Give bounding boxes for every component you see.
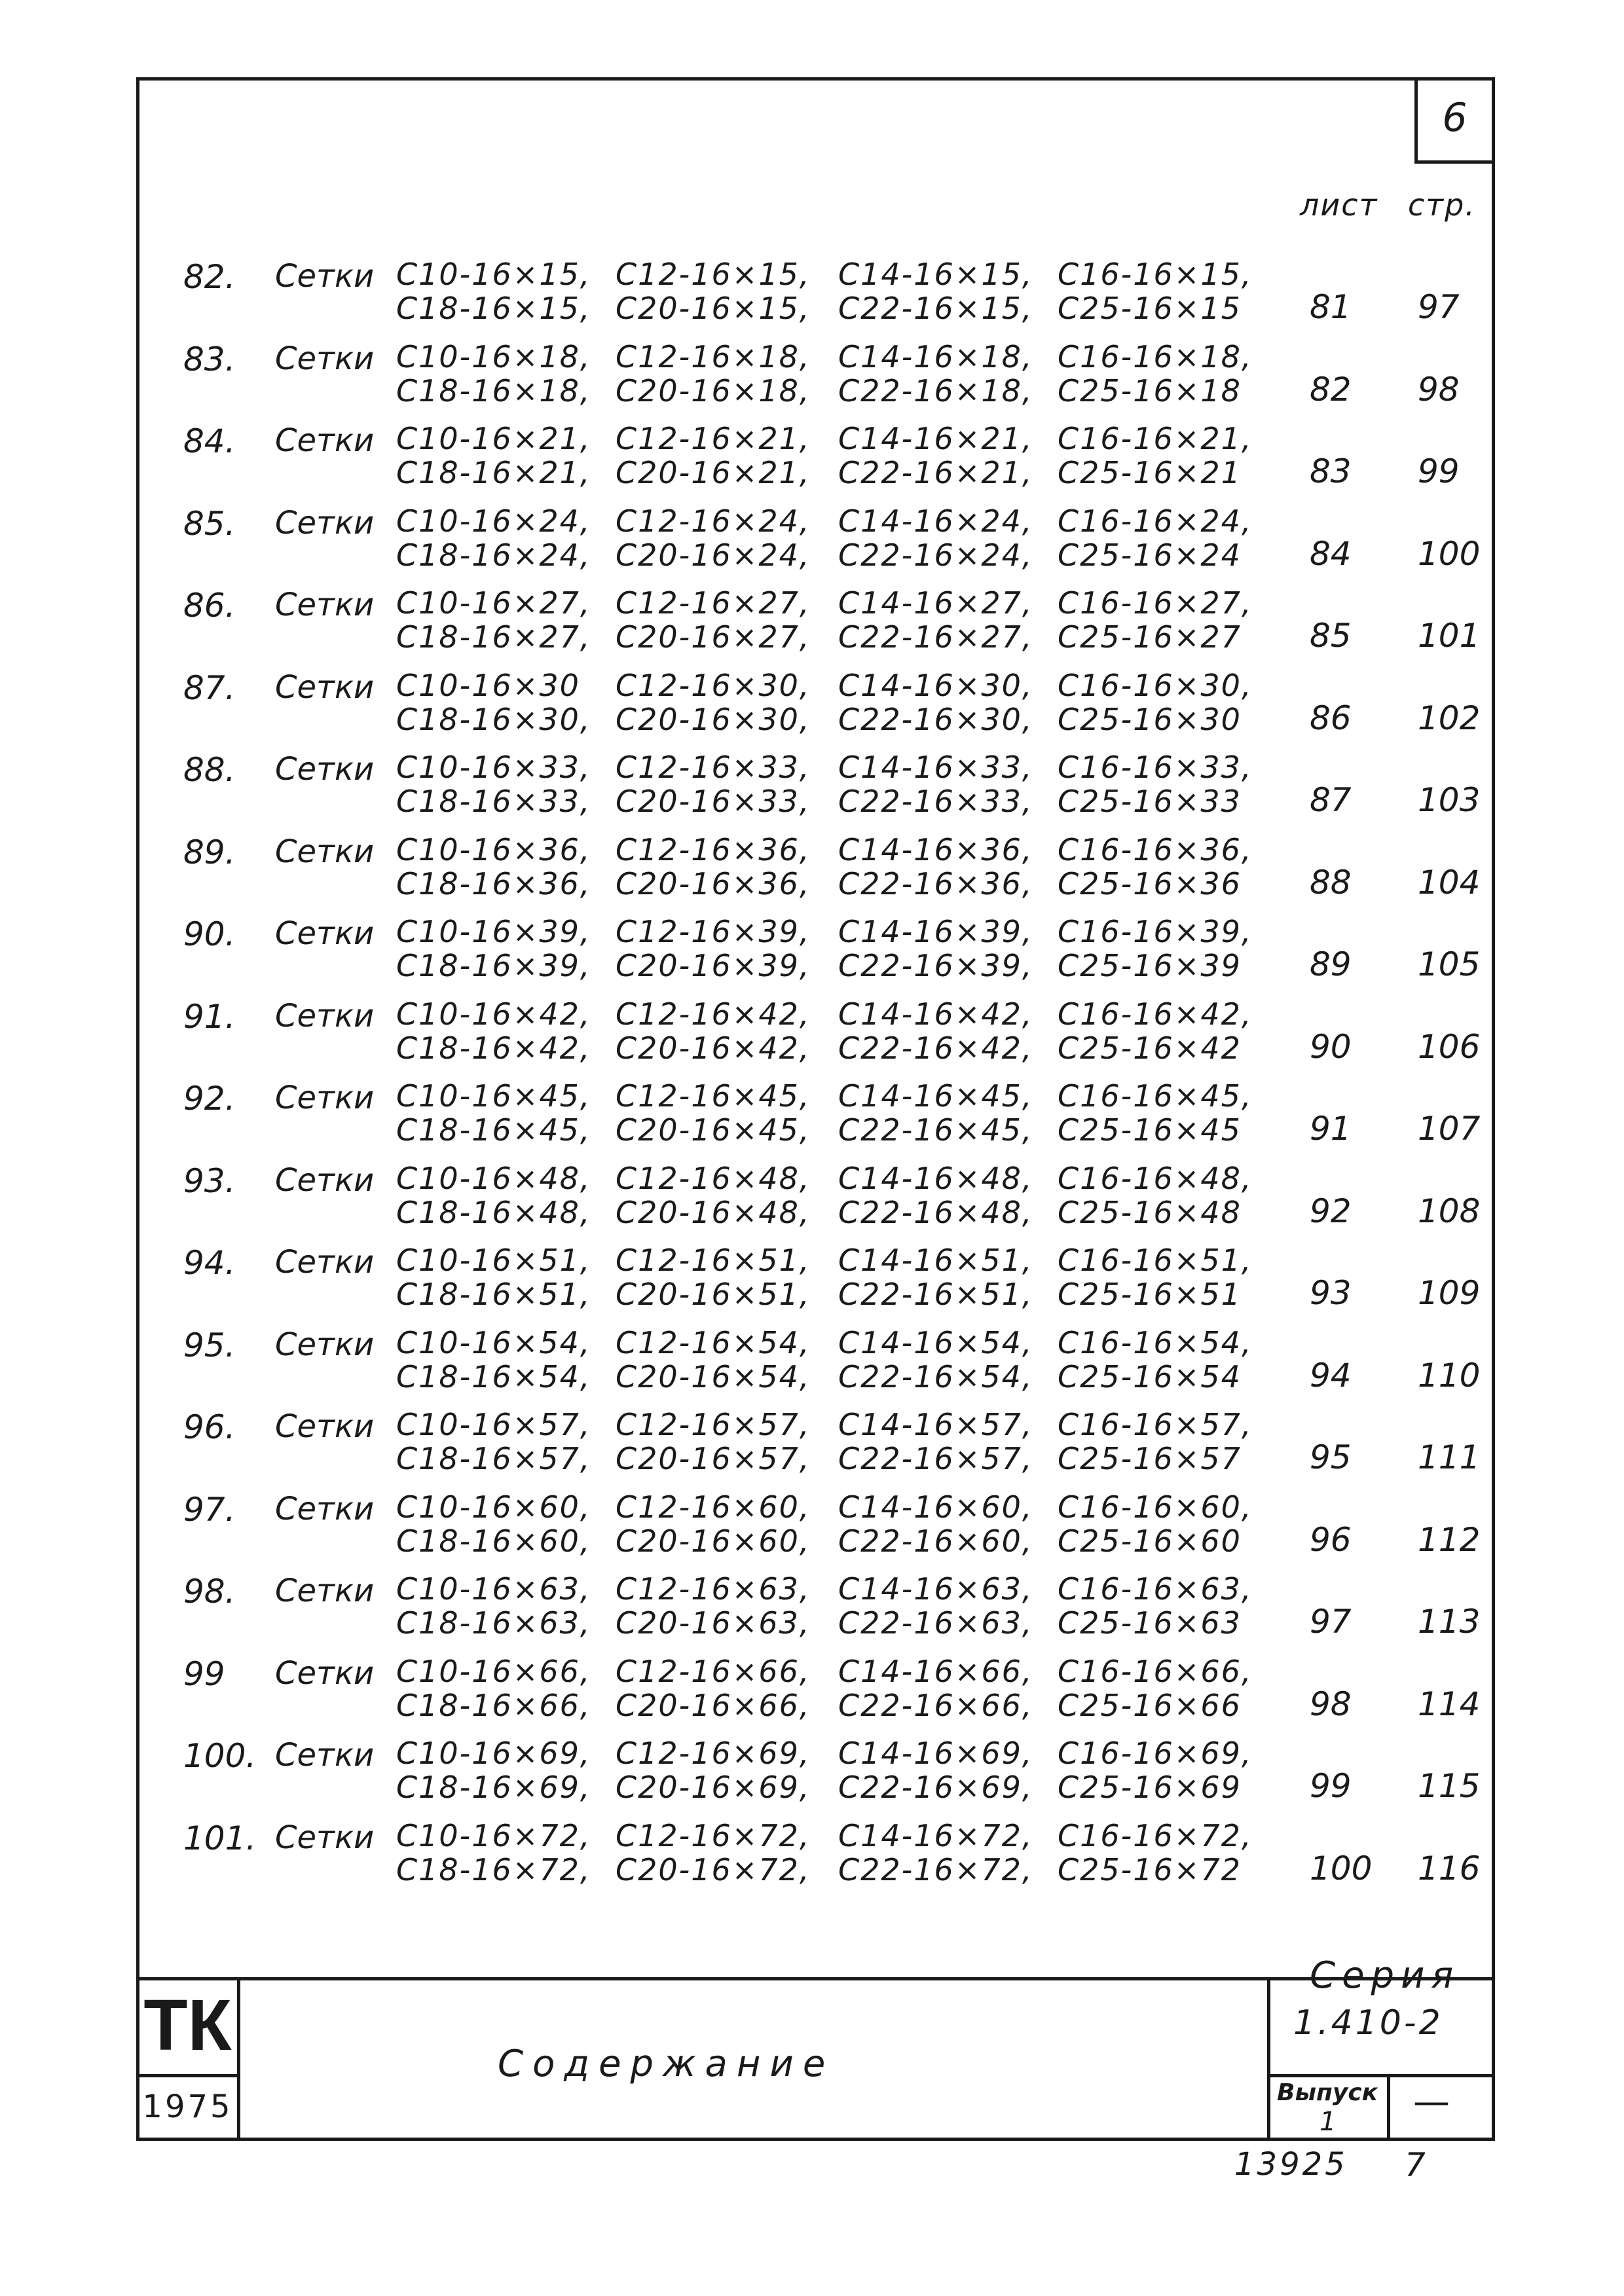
- issue-dash: —: [1413, 2081, 1450, 2123]
- mesh-code: С20-16×57,: [616, 1441, 811, 1476]
- titleblock-logo-divider: [136, 2074, 238, 2077]
- mesh-code: С12-16×69,: [616, 1736, 811, 1771]
- item-number: 87.: [183, 668, 236, 707]
- mesh-code: С16-16×21,: [1058, 421, 1253, 456]
- contents-row: [164, 339, 1480, 422]
- mesh-code: С12-16×66,: [616, 1653, 811, 1689]
- mesh-code: С20-16×33,: [616, 784, 811, 819]
- item-number: 92.: [183, 1080, 236, 1118]
- mesh-code: С22-16×66,: [838, 1687, 1033, 1723]
- mesh-code: С14-16×15,: [838, 257, 1033, 292]
- mesh-code: С20-16×36,: [616, 866, 811, 902]
- mesh-code: С18-16×18,: [396, 373, 591, 409]
- mesh-code: С18-16×48,: [396, 1194, 591, 1230]
- contents-row: [164, 1571, 1480, 1654]
- page-number: 106: [1418, 1027, 1481, 1066]
- mesh-code: С22-16×36,: [838, 866, 1033, 902]
- contents-row: [164, 1161, 1480, 1243]
- mesh-code: С12-16×15,: [616, 257, 811, 292]
- item-number: 98.: [183, 1573, 236, 1611]
- item-word: Сетки: [275, 504, 375, 541]
- mesh-code: С14-16×66,: [838, 1653, 1033, 1689]
- mesh-code: С20-16×48,: [616, 1194, 811, 1230]
- contents-row: [164, 1736, 1480, 1818]
- mesh-code: С18-16×27,: [396, 619, 591, 655]
- item-number: 94.: [183, 1244, 236, 1282]
- mesh-code: С20-16×63,: [616, 1605, 811, 1641]
- mesh-code: С25-16×51: [1058, 1277, 1242, 1312]
- corner-sheet-box: [1414, 77, 1495, 164]
- mesh-code: С25-16×18: [1058, 373, 1242, 409]
- mesh-code: С14-16×45,: [838, 1078, 1033, 1114]
- titleblock-divider-right: [1267, 1977, 1270, 2141]
- mesh-code: С16-16×57,: [1058, 1407, 1253, 1442]
- mesh-code: С18-16×57,: [396, 1441, 591, 1476]
- mesh-code: С14-16×48,: [838, 1160, 1033, 1196]
- mesh-code: С12-16×72,: [616, 1817, 811, 1853]
- mesh-code: С25-16×33: [1058, 784, 1242, 819]
- mesh-code: С14-16×69,: [838, 1736, 1033, 1771]
- mesh-code: С22-16×72,: [838, 1851, 1033, 1887]
- issue-label: Выпуск: [1277, 2079, 1378, 2106]
- item-number: 82.: [183, 258, 236, 296]
- mesh-code: С22-16×48,: [838, 1194, 1033, 1230]
- sheet-number: 98: [1310, 1685, 1352, 1723]
- item-word: Сетки: [275, 1080, 375, 1116]
- mesh-code: С10-16×42,: [396, 996, 591, 1032]
- contents-row: [164, 1654, 1480, 1736]
- mesh-code: С16-16×33,: [1058, 750, 1253, 785]
- mesh-code: С10-16×48,: [396, 1160, 591, 1196]
- mesh-code: С16-16×54,: [1058, 1324, 1253, 1360]
- titleblock-divider-left: [237, 1977, 240, 2141]
- year-label: 1975: [142, 2088, 233, 2125]
- page-number: 100: [1418, 534, 1481, 573]
- mesh-code: С22-16×69,: [838, 1770, 1033, 1805]
- item-word: Сетки: [275, 1408, 375, 1445]
- mesh-code: С18-16×72,: [396, 1851, 591, 1887]
- mesh-code: С20-16×54,: [616, 1358, 811, 1394]
- sheet-number: 97: [1310, 1603, 1352, 1641]
- series-code: 1.410-2: [1293, 2003, 1443, 2043]
- contents-row: [164, 1407, 1480, 1489]
- contents-row: [164, 1818, 1480, 1901]
- mesh-code: С12-16×48,: [616, 1160, 811, 1196]
- mesh-code: С25-16×30: [1058, 701, 1242, 737]
- mesh-code: С10-16×18,: [396, 338, 591, 374]
- page-number: 108: [1418, 1192, 1481, 1230]
- item-word: Сетки: [275, 587, 375, 623]
- item-word: Сетки: [275, 1819, 375, 1856]
- mesh-code: С16-16×36,: [1058, 831, 1253, 867]
- item-word: Сетки: [275, 751, 375, 788]
- mesh-code: С10-16×21,: [396, 421, 591, 456]
- item-number: 95.: [183, 1326, 236, 1364]
- page-number: 116: [1418, 1849, 1481, 1887]
- item-word: Сетки: [275, 1326, 375, 1363]
- mesh-code: С22-16×30,: [838, 701, 1033, 737]
- header-page: стр.: [1408, 187, 1476, 223]
- item-number: 83.: [183, 340, 236, 378]
- mesh-code: С25-16×54: [1058, 1358, 1242, 1394]
- item-word: Сетки: [275, 422, 375, 459]
- contents-row: [164, 914, 1480, 996]
- mesh-code: С25-16×42: [1058, 1030, 1242, 1066]
- mesh-code: С18-16×69,: [396, 1770, 591, 1805]
- sheet-number: 95: [1310, 1438, 1352, 1476]
- mesh-code: С20-16×42,: [616, 1030, 811, 1066]
- sheet-number: 83: [1310, 452, 1352, 490]
- mesh-code: С20-16×27,: [616, 619, 811, 655]
- mesh-code: С25-16×57: [1058, 1441, 1242, 1476]
- contents-row: [164, 1243, 1480, 1325]
- mesh-code: С25-16×72: [1058, 1851, 1242, 1887]
- mesh-code: С12-16×33,: [616, 750, 811, 785]
- contents-row: [164, 585, 1480, 668]
- mesh-code: С25-16×24: [1058, 537, 1242, 573]
- mesh-code: С22-16×21,: [838, 455, 1033, 490]
- mesh-code: С22-16×54,: [838, 1358, 1033, 1394]
- sheet-number: 82: [1310, 370, 1352, 409]
- item-number: 93.: [183, 1161, 236, 1200]
- sheet-number: 81: [1310, 288, 1352, 326]
- sheet-number: 87: [1310, 781, 1352, 819]
- mesh-code: С22-16×27,: [838, 619, 1033, 655]
- mesh-code: С25-16×60: [1058, 1523, 1242, 1559]
- mesh-code: С14-16×63,: [838, 1571, 1033, 1607]
- mesh-code: С14-16×33,: [838, 750, 1033, 785]
- mesh-code: С18-16×33,: [396, 784, 591, 819]
- mesh-code: С12-16×39,: [616, 914, 811, 949]
- item-number: 96.: [183, 1408, 236, 1446]
- mesh-code: С18-16×24,: [396, 537, 591, 573]
- item-number: 88.: [183, 751, 236, 789]
- mesh-code: С20-16×18,: [616, 373, 811, 409]
- mesh-code: С10-16×36,: [396, 831, 591, 867]
- mesh-code: С22-16×33,: [838, 784, 1033, 819]
- page-number: 102: [1418, 699, 1481, 737]
- page-number: 98: [1418, 370, 1460, 409]
- item-number: 86.: [183, 587, 236, 625]
- page-number: 110: [1418, 1356, 1481, 1394]
- mesh-code: С12-16×60,: [616, 1489, 811, 1525]
- sheet-number: 89: [1310, 945, 1352, 983]
- mesh-code: С22-16×45,: [838, 1112, 1033, 1148]
- mesh-code: С10-16×60,: [396, 1489, 591, 1525]
- mesh-code: С18-16×21,: [396, 455, 591, 490]
- contents-row: [164, 750, 1480, 832]
- mesh-code: С16-16×66,: [1058, 1653, 1253, 1689]
- mesh-code: С22-16×60,: [838, 1523, 1033, 1559]
- mesh-code: С16-16×27,: [1058, 585, 1253, 621]
- mesh-code: С14-16×36,: [838, 831, 1033, 867]
- item-word: Сетки: [275, 340, 375, 377]
- mesh-code: С16-16×69,: [1058, 1736, 1253, 1771]
- sheet-number: 94: [1310, 1356, 1352, 1394]
- sheet-number: 86: [1310, 699, 1352, 737]
- mesh-code: С20-16×15,: [616, 291, 811, 326]
- mesh-code: С14-16×30,: [838, 667, 1033, 703]
- item-word: Сетки: [275, 668, 375, 706]
- item-word: Сетки: [275, 1161, 375, 1199]
- mesh-code: С12-16×18,: [616, 338, 811, 374]
- mesh-code: С12-16×36,: [616, 831, 811, 867]
- item-number: 97.: [183, 1490, 236, 1529]
- mesh-code: С22-16×39,: [838, 948, 1033, 983]
- mesh-code: С10-16×69,: [396, 1736, 591, 1771]
- corner-sheet-number: 6: [1442, 95, 1467, 141]
- mesh-code: С16-16×63,: [1058, 1571, 1253, 1607]
- tk-logo: ТК: [143, 1985, 232, 2066]
- mesh-code: С20-16×39,: [616, 948, 811, 983]
- mesh-code: С16-16×24,: [1058, 503, 1253, 539]
- page-number: 114: [1418, 1685, 1481, 1723]
- page-number: 104: [1418, 863, 1481, 902]
- mesh-code: С25-16×63: [1058, 1605, 1242, 1641]
- contents-row: [164, 996, 1480, 1079]
- mesh-code: С14-16×57,: [838, 1407, 1033, 1442]
- mesh-code: С10-16×51,: [396, 1243, 591, 1278]
- mesh-code: С16-16×39,: [1058, 914, 1253, 949]
- mesh-code: С25-16×21: [1058, 455, 1242, 490]
- mesh-code: С22-16×24,: [838, 537, 1033, 573]
- page-number: 111: [1418, 1438, 1481, 1476]
- sheet-number: 84: [1310, 534, 1352, 573]
- contents-row: [164, 668, 1480, 750]
- item-word: Сетки: [275, 1654, 375, 1692]
- mesh-code: С20-16×60,: [616, 1523, 811, 1559]
- mesh-code: С18-16×60,: [396, 1523, 591, 1559]
- footer-page: 7: [1405, 2146, 1426, 2184]
- sheet-number: 93: [1310, 1274, 1352, 1312]
- sheet-number: 90: [1310, 1027, 1352, 1066]
- mesh-code: С25-16×27: [1058, 619, 1242, 655]
- item-word: Сетки: [275, 1490, 375, 1527]
- sheet-number: 88: [1310, 863, 1352, 902]
- mesh-code: С18-16×45,: [396, 1112, 591, 1148]
- mesh-code: С20-16×30,: [616, 701, 811, 737]
- mesh-code: С14-16×21,: [838, 421, 1033, 456]
- item-number: 91.: [183, 997, 236, 1036]
- mesh-code: С12-16×21,: [616, 421, 811, 456]
- mesh-code: С16-16×18,: [1058, 338, 1253, 374]
- mesh-code: С25-16×39: [1058, 948, 1242, 983]
- page-number: 101: [1418, 617, 1481, 655]
- mesh-code: С20-16×69,: [616, 1770, 811, 1805]
- mesh-code: С16-16×15,: [1058, 257, 1253, 292]
- mesh-code: С25-16×45: [1058, 1112, 1242, 1148]
- mesh-code: С16-16×42,: [1058, 996, 1253, 1032]
- contents-row: [164, 1489, 1480, 1572]
- mesh-code: С18-16×30,: [396, 701, 591, 737]
- mesh-code: С14-16×72,: [838, 1817, 1033, 1853]
- sheet-number: 92: [1310, 1192, 1352, 1230]
- titleblock-issue-line: [1267, 2074, 1495, 2077]
- item-word: Сетки: [275, 258, 375, 295]
- mesh-code: С20-16×51,: [616, 1277, 811, 1312]
- mesh-code: С10-16×15,: [396, 257, 591, 292]
- mesh-code: С14-16×51,: [838, 1243, 1033, 1278]
- mesh-code: С20-16×24,: [616, 537, 811, 573]
- mesh-code: С22-16×57,: [838, 1441, 1033, 1476]
- mesh-code: С16-16×45,: [1058, 1078, 1253, 1114]
- mesh-code: С14-16×24,: [838, 503, 1033, 539]
- mesh-code: С10-16×39,: [396, 914, 591, 949]
- mesh-code: С18-16×42,: [396, 1030, 591, 1066]
- mesh-code: С12-16×54,: [616, 1324, 811, 1360]
- mesh-code: С10-16×54,: [396, 1324, 591, 1360]
- series-label: Серия: [1310, 1954, 1460, 1997]
- mesh-code: С20-16×45,: [616, 1112, 811, 1148]
- mesh-code: С18-16×39,: [396, 948, 591, 983]
- item-word: Сетки: [275, 1244, 375, 1281]
- mesh-code: С10-16×63,: [396, 1571, 591, 1607]
- mesh-code: С16-16×30,: [1058, 667, 1253, 703]
- mesh-code: С14-16×54,: [838, 1324, 1033, 1360]
- mesh-code: С25-16×69: [1058, 1770, 1242, 1805]
- contents-row: [164, 1078, 1480, 1161]
- mesh-code: С10-16×30: [396, 667, 580, 703]
- sheet-number: 91: [1310, 1110, 1352, 1148]
- mesh-code: С16-16×72,: [1058, 1817, 1253, 1853]
- mesh-code: С14-16×18,: [838, 338, 1033, 374]
- page-number: 99: [1418, 452, 1460, 490]
- item-word: Сетки: [275, 1737, 375, 1774]
- mesh-code: С10-16×57,: [396, 1407, 591, 1442]
- item-number: 100.: [183, 1737, 257, 1775]
- mesh-code: С18-16×66,: [396, 1687, 591, 1723]
- page-number: 107: [1418, 1110, 1481, 1148]
- page-number: 103: [1418, 781, 1481, 819]
- mesh-code: С12-16×51,: [616, 1243, 811, 1278]
- mesh-code: С10-16×72,: [396, 1817, 591, 1853]
- mesh-code: С12-16×63,: [616, 1571, 811, 1607]
- page-number: 97: [1418, 288, 1460, 326]
- page-number: 105: [1418, 945, 1481, 983]
- sheet-number: 100: [1310, 1849, 1373, 1887]
- mesh-code: С16-16×51,: [1058, 1243, 1253, 1278]
- mesh-code: С22-16×63,: [838, 1605, 1033, 1641]
- mesh-code: С12-16×57,: [616, 1407, 811, 1442]
- mesh-code: С20-16×66,: [616, 1687, 811, 1723]
- mesh-code: С18-16×63,: [396, 1605, 591, 1641]
- mesh-code: С16-16×48,: [1058, 1160, 1253, 1196]
- item-number: 90.: [183, 915, 236, 953]
- mesh-code: С14-16×27,: [838, 585, 1033, 621]
- mesh-code: С25-16×48: [1058, 1194, 1242, 1230]
- mesh-code: С18-16×51,: [396, 1277, 591, 1312]
- page-number: 112: [1418, 1520, 1481, 1559]
- mesh-code: С10-16×24,: [396, 503, 591, 539]
- page-number: 115: [1418, 1767, 1481, 1805]
- mesh-code: С25-16×15: [1058, 291, 1242, 326]
- item-word: Сетки: [275, 997, 375, 1034]
- titleblock-top-line: [136, 1977, 1495, 1980]
- sheet-number: 85: [1310, 617, 1352, 655]
- mesh-code: С22-16×51,: [838, 1277, 1033, 1312]
- contents-row: [164, 503, 1480, 586]
- mesh-code: С18-16×36,: [396, 866, 591, 902]
- issue-number: 1: [1320, 2107, 1337, 2137]
- mesh-code: С18-16×15,: [396, 291, 591, 326]
- contents-row: [164, 257, 1480, 339]
- page-number: 113: [1418, 1603, 1481, 1641]
- titleblock-issue-divider: [1387, 2074, 1390, 2141]
- mesh-code: С25-16×36: [1058, 866, 1242, 902]
- item-word: Сетки: [275, 1573, 375, 1609]
- document-title: Содержание: [498, 2043, 835, 2085]
- mesh-code: С10-16×27,: [396, 585, 591, 621]
- mesh-code: С20-16×21,: [616, 455, 811, 490]
- mesh-code: С16-16×60,: [1058, 1489, 1253, 1525]
- mesh-code: С12-16×24,: [616, 503, 811, 539]
- footer-code: 13925: [1234, 2146, 1348, 2183]
- mesh-code: С14-16×39,: [838, 914, 1033, 949]
- item-number: 84.: [183, 422, 236, 460]
- mesh-code: С10-16×33,: [396, 750, 591, 785]
- page-number: 109: [1418, 1274, 1481, 1312]
- item-number: 89.: [183, 833, 236, 871]
- mesh-code: С12-16×45,: [616, 1078, 811, 1114]
- sheet-number: 99: [1310, 1767, 1352, 1805]
- item-word: Сетки: [275, 833, 375, 870]
- item-number: 101.: [183, 1819, 257, 1857]
- contents-row: [164, 421, 1480, 503]
- mesh-code: С22-16×15,: [838, 291, 1033, 326]
- contents-row: [164, 1325, 1480, 1408]
- mesh-code: С20-16×72,: [616, 1851, 811, 1887]
- mesh-code: С18-16×54,: [396, 1358, 591, 1394]
- sheet-number: 96: [1310, 1520, 1352, 1559]
- item-word: Сетки: [275, 915, 375, 952]
- mesh-code: С10-16×45,: [396, 1078, 591, 1114]
- mesh-code: С14-16×60,: [838, 1489, 1033, 1525]
- mesh-code: С12-16×30,: [616, 667, 811, 703]
- mesh-code: С12-16×42,: [616, 996, 811, 1032]
- mesh-code: С22-16×42,: [838, 1030, 1033, 1066]
- item-number: 85.: [183, 504, 236, 543]
- contents-row: [164, 832, 1480, 915]
- header-sheet: лист: [1300, 187, 1378, 223]
- mesh-code: С25-16×66: [1058, 1687, 1242, 1723]
- mesh-code: С14-16×42,: [838, 996, 1033, 1032]
- contents-list: [164, 257, 1480, 1900]
- mesh-code: С22-16×18,: [838, 373, 1033, 409]
- mesh-code: С10-16×66,: [396, 1653, 591, 1689]
- mesh-code: С12-16×27,: [616, 585, 811, 621]
- item-number: 99: [183, 1654, 225, 1693]
